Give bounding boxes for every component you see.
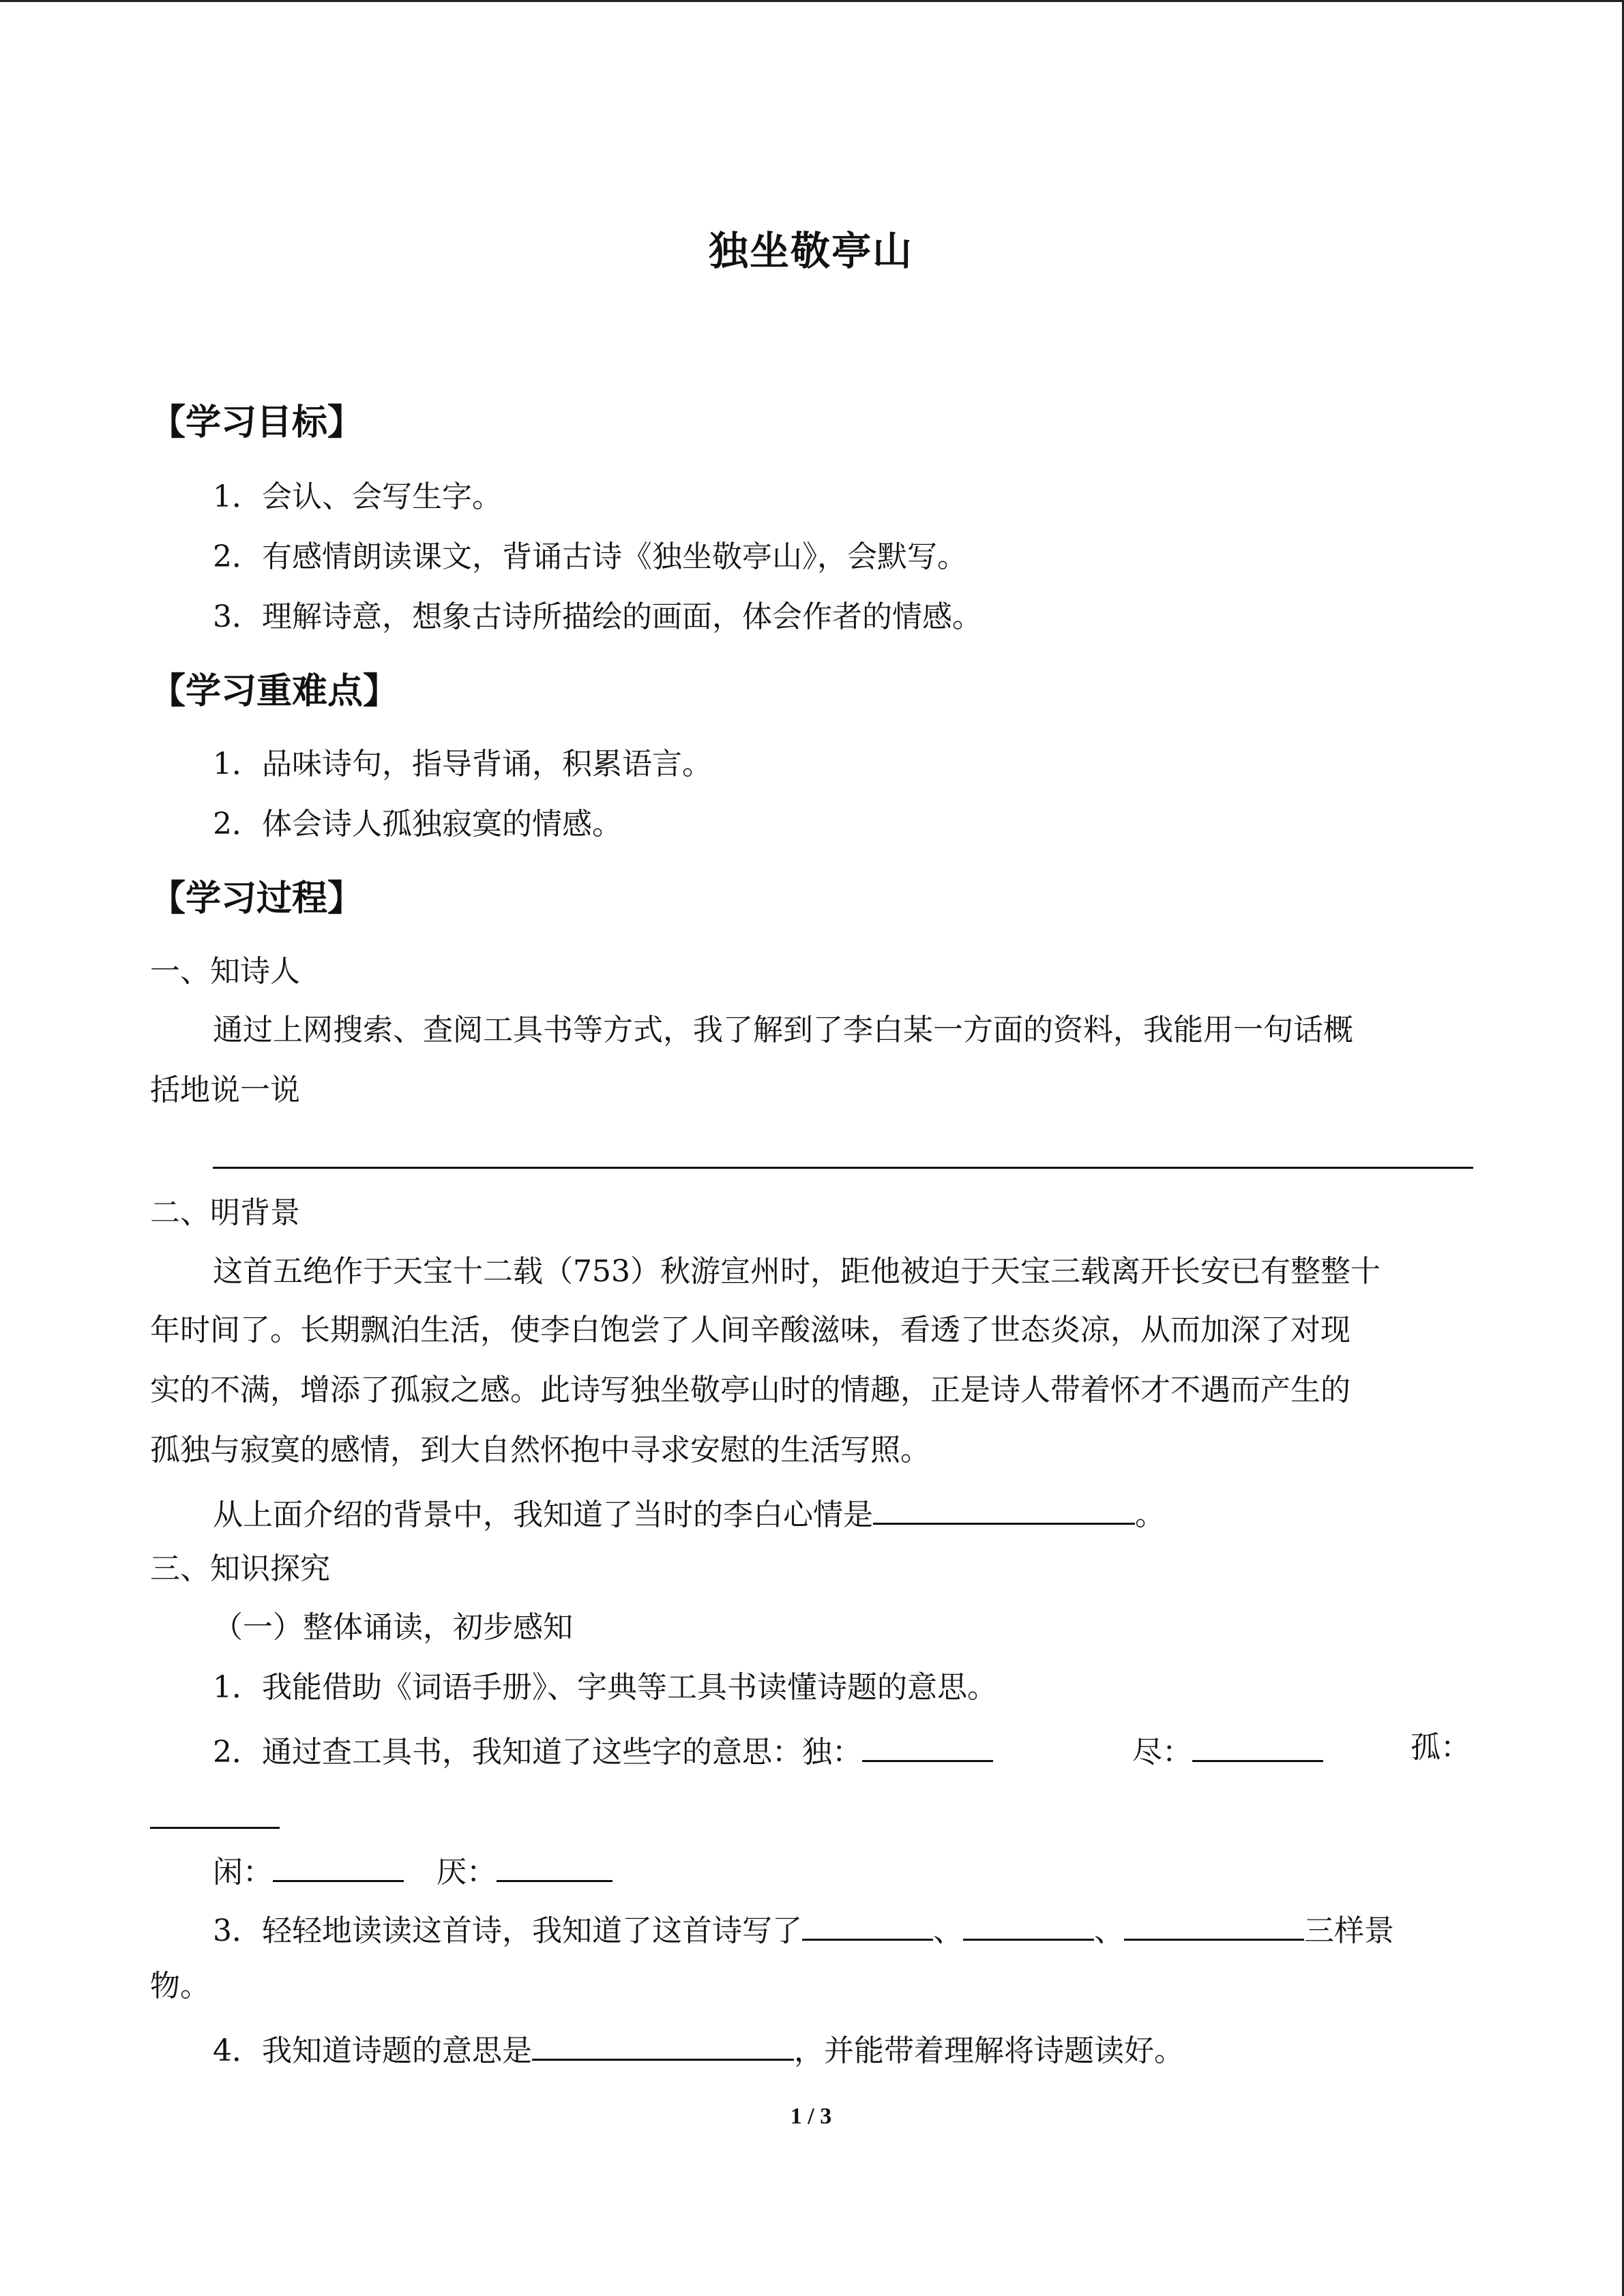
question-4 xyxy=(213,2029,1184,2070)
fill-suffix: 。 xyxy=(1135,1497,1165,1532)
answer-blank[interactable] xyxy=(273,1850,404,1882)
question-3-prefix: 3．轻轻地读读这首诗，我知道了这首诗写了 xyxy=(213,1913,802,1948)
question-1: 1．我能借助《词语手册》、字典等工具书读懂诗题的意思。 xyxy=(213,1670,997,1705)
fill-prefix: 从上面介绍的背景中，我知道了当时的李白心情是 xyxy=(213,1497,873,1532)
goal-item: 3．理解诗意，想象古诗所描绘的画面，体会作者的情感。 xyxy=(213,599,982,634)
question-2-prefix: 2．通过查工具书，我知道了这些字的意思：独： xyxy=(213,1735,862,1770)
paragraph-line: 实的不满，增添了孤寂之感。此诗写独坐敬亭山时的情趣，正是诗人带着怀才不遇而产生的 xyxy=(150,1373,1350,1407)
question-2-jin xyxy=(1132,1730,1323,1771)
part-heading-poet: 一、知诗人 xyxy=(150,954,300,989)
answer-blank[interactable] xyxy=(802,1909,933,1941)
question-4-prefix: 4．我知道诗题的意思是 xyxy=(213,2033,532,2068)
section-heading-process: 【学习过程】 xyxy=(150,878,364,919)
answer-blank[interactable] xyxy=(150,1827,280,1829)
question-3-suffix: 三样景 xyxy=(1304,1913,1394,1948)
section-heading-goals: 【学习目标】 xyxy=(150,402,364,443)
label-jin: 尽： xyxy=(1132,1735,1192,1770)
fill-in-mood xyxy=(213,1493,1165,1534)
answer-blank[interactable] xyxy=(532,2029,794,2061)
document-title: 独坐敬亭山 xyxy=(708,228,913,274)
paragraph-line: 孤独与寂寞的感情，到大自然怀抱中寻求安慰的生活写照。 xyxy=(150,1433,930,1467)
label-gu: 孤： xyxy=(1411,1730,1471,1765)
paragraph-line: 通过上网搜索、查阅工具书等方式，我了解到了李白某一方面的资料，我能用一句话概 xyxy=(213,1013,1353,1047)
part-heading-background: 二、明背景 xyxy=(150,1195,300,1230)
page-number: 1 / 3 xyxy=(790,2104,832,2129)
separator: 、 xyxy=(1094,1913,1124,1948)
answer-blank[interactable] xyxy=(1124,1909,1304,1941)
keypoint-item: 2．体会诗人孤独寂寞的情感。 xyxy=(213,807,622,841)
label-yan: 厌： xyxy=(437,1855,497,1890)
question-4-suffix: ，并能带着理解将诗题读好。 xyxy=(794,2033,1184,2068)
subsection-heading: （一）整体诵读，初步感知 xyxy=(213,1610,573,1645)
answer-blank[interactable] xyxy=(862,1730,993,1762)
label-xian: 闲： xyxy=(213,1855,273,1890)
answer-blank[interactable] xyxy=(497,1850,612,1882)
question-2 xyxy=(213,1730,993,1771)
part-heading-explore: 三、知识探究 xyxy=(150,1551,330,1586)
answer-line[interactable] xyxy=(213,1167,1473,1169)
separator: 、 xyxy=(933,1913,963,1948)
answer-blank[interactable] xyxy=(963,1909,1094,1941)
answer-blank[interactable] xyxy=(873,1493,1135,1525)
section-heading-keypoints: 【学习重难点】 xyxy=(150,671,399,712)
keypoint-item: 1．品味诗句，指导背诵，积累语言。 xyxy=(213,747,712,781)
question-3 xyxy=(213,1909,1394,1950)
question-3-line2: 物。 xyxy=(150,1969,210,2003)
goal-item: 1．会认、会写生字。 xyxy=(213,479,502,514)
paragraph-line: 年时间了。长期飘泊生活，使李白饱尝了人间辛酸滋味，看透了世态炎凉，从而加深了对现 xyxy=(150,1313,1350,1347)
paragraph-line: 括地说一说 xyxy=(150,1073,300,1107)
answer-blank[interactable] xyxy=(1192,1730,1323,1762)
goal-item: 2．有感情朗读课文，背诵古诗《独坐敬亭山》，会默写。 xyxy=(213,539,967,574)
paragraph-line: 这首五绝作于天宝十二载（753）秋游宣州时，距他被迫于天宝三载离开长安已有整整十 xyxy=(213,1254,1381,1289)
question-2-row2 xyxy=(213,1850,612,1891)
